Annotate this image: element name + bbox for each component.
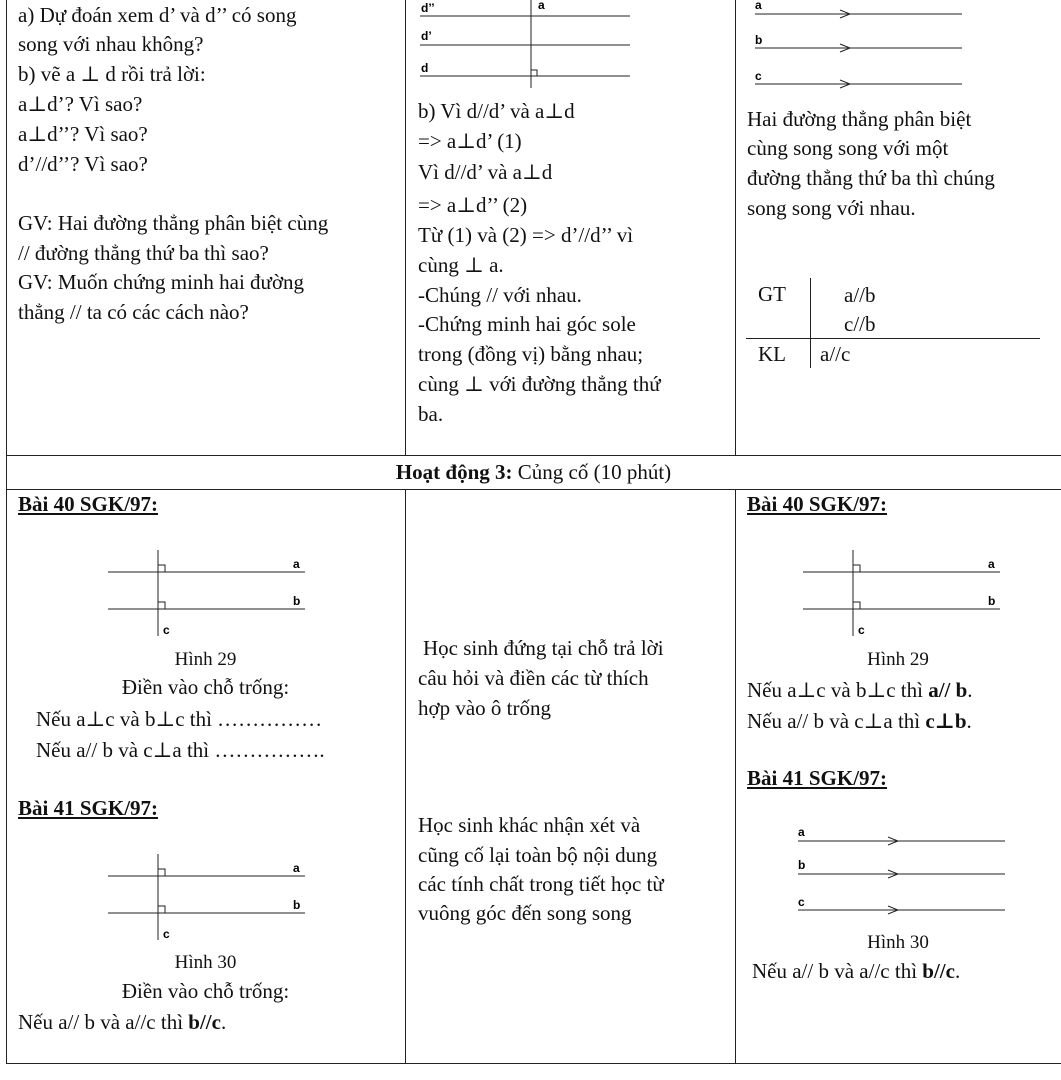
text-line: GV: Muốn chứng minh hai đường [18,270,305,294]
line-label-c: c [163,927,170,941]
answer-line-1 [747,675,973,705]
text-line: => a⊥d’ (1) [418,129,522,153]
section-heading-rest: Củng cố (10 phút) [512,460,672,484]
answer-line-2-end: . [966,709,972,733]
line-label-b: b [988,594,996,608]
line-label-b: b [755,33,763,47]
line-label-d: d [421,61,429,75]
fill-line-3-answer: b//c [188,1010,221,1034]
line-label-c: c [798,895,805,909]
table-rule-section-bottom [6,489,1061,490]
line-label-b: b [293,898,301,912]
text-line: ba. [418,402,444,426]
text-line: b) vẽ a ⊥ d rồi trả lời: [18,62,206,86]
text-line: -Chúng // với nhau. [418,283,582,307]
text-line: a) Dự đoán xem d’ và d’’ có song [18,3,297,27]
perpendicular-figure [415,0,640,90]
text-line: // đường thẳng thứ ba thì sao? [18,241,269,265]
fill-line-3-end: . [220,1010,227,1034]
text-line: song với nhau không? [18,32,204,56]
answer-line-3 [752,956,960,986]
text-line: Từ (1) và (2) => d’//d’’ vì [418,223,634,247]
line-label-d1: d’ [421,29,432,43]
text-line: Vì d//d’ và a⊥d [418,160,553,184]
table-border-left [6,0,7,1064]
kl-label: KL [758,342,786,366]
table-divider-col1-bottom [405,489,406,1064]
fill-instruction-2: Điền vào chỗ trống: [121,979,290,1003]
gt-item: a//b [844,283,876,307]
line-label-c: c [858,623,865,637]
section-heading [6,457,1061,487]
text-line: các tính chất trong tiết học từ [418,872,664,896]
text-line: trong (đồng vị) bằng nhau; [418,342,644,366]
text-line: vuông góc đến song song [418,901,632,925]
text-line: Hai đường thẳng phân biệt [747,107,972,131]
table-rule-section-top [6,455,1061,456]
answer-line-2-answer: c⊥b [925,709,967,733]
answer-line-3-answer: b//c [922,959,955,983]
gt-item: c//b [844,312,876,336]
text-line: cũng cố lại toàn bộ nội dung [418,843,658,867]
fill-line-1: Nếu a⊥c và b⊥c thì …………… [36,707,323,731]
fill-line-3 [18,1007,226,1037]
kl-item: a//c [820,342,851,366]
line-label-a: a [755,0,762,12]
text-line: câu hỏi và điền các từ thích [418,666,649,690]
line-label-b: b [293,594,301,608]
line-label-a: a [293,557,300,571]
figure-30-left [100,852,315,944]
text-line: thẳng // ta có các cách nào? [18,300,249,324]
figure-30-caption-right: Hình 30 [867,932,929,953]
text-line: => a⊥d’’ (2) [418,193,528,217]
table-border-bottom [6,1063,1061,1064]
text-line: GV: Hai đường thẳng phân biệt cùng [18,211,329,235]
figure-29-left [100,548,315,640]
answer-line-1-text: Nếu a⊥c và b⊥c thì [747,678,929,702]
text-line: Học sinh khác nhận xét và [418,813,641,837]
line-label-b: b [798,858,806,872]
answer-line-3-text: Nếu a// b và a//c thì [752,959,923,983]
gtkl-rule [746,338,1040,339]
answer-line-2 [747,706,972,736]
line-label-c: c [755,69,762,83]
gtkl-divider [810,278,811,368]
line-label-a: a [798,825,805,839]
text-line: song song với nhau. [747,196,916,220]
parallel-lines-figure-top [750,0,970,92]
fill-instruction: Điền vào chỗ trống: [121,675,290,699]
text-line: cùng ⊥ a. [418,253,504,277]
answer-40-title: Bài 40 SGK/97: [747,492,888,516]
text-line: d’//d’’? Vì sao? [18,152,148,176]
text-line: hợp vào ô trống [418,696,552,720]
line-label-a: a [293,861,300,875]
line-label-c: c [163,623,170,637]
text-line: cùng song song với một [747,136,949,160]
text-line: a⊥d’’? Vì sao? [18,122,148,146]
figure-29-right [795,548,1010,640]
table-divider-col2-bottom [735,489,736,1064]
answer-41-title: Bài 41 SGK/97: [747,766,888,790]
text-line: đường thẳng thứ ba thì chúng [747,166,995,190]
table-divider-col1-top [405,0,406,455]
text-line: b) Vì d//d’ và a⊥d [418,99,575,123]
gt-label: GT [758,282,786,306]
text-line: -Chứng minh hai góc sole [418,312,636,336]
answer-line-1-answer: a// b [928,678,968,702]
exercise-41-title: Bài 41 SGK/97: [18,796,159,820]
answer-line-2-text: Nếu a// b và c⊥a thì [747,709,926,733]
figure-29-caption: Hình 29 [174,649,237,670]
line-label-a: a [538,0,545,12]
fill-line-3-text: Nếu a// b và a//c thì [18,1010,189,1034]
text-line: Học sinh đứng tại chỗ trả lời [423,636,664,660]
fill-line-2: Nếu a// b và c⊥a thì ……………. [36,738,325,762]
answer-line-3-end: . [954,959,961,983]
text-line: cùng ⊥ với đường thẳng thứ [418,372,661,396]
figure-30-caption: Hình 30 [174,952,237,973]
answer-line-1-end: . [967,678,973,702]
line-label-d2: d’’ [421,1,435,15]
table-divider-col2-top [735,0,736,455]
figure-30-right [790,820,1015,920]
section-heading-bold: Hoạt động 3: [395,460,513,484]
exercise-40-title: Bài 40 SGK/97: [18,492,159,516]
figure-29-caption-right: Hình 29 [867,649,929,670]
text-line: a⊥d’? Vì sao? [18,92,143,116]
line-label-a: a [988,557,995,571]
